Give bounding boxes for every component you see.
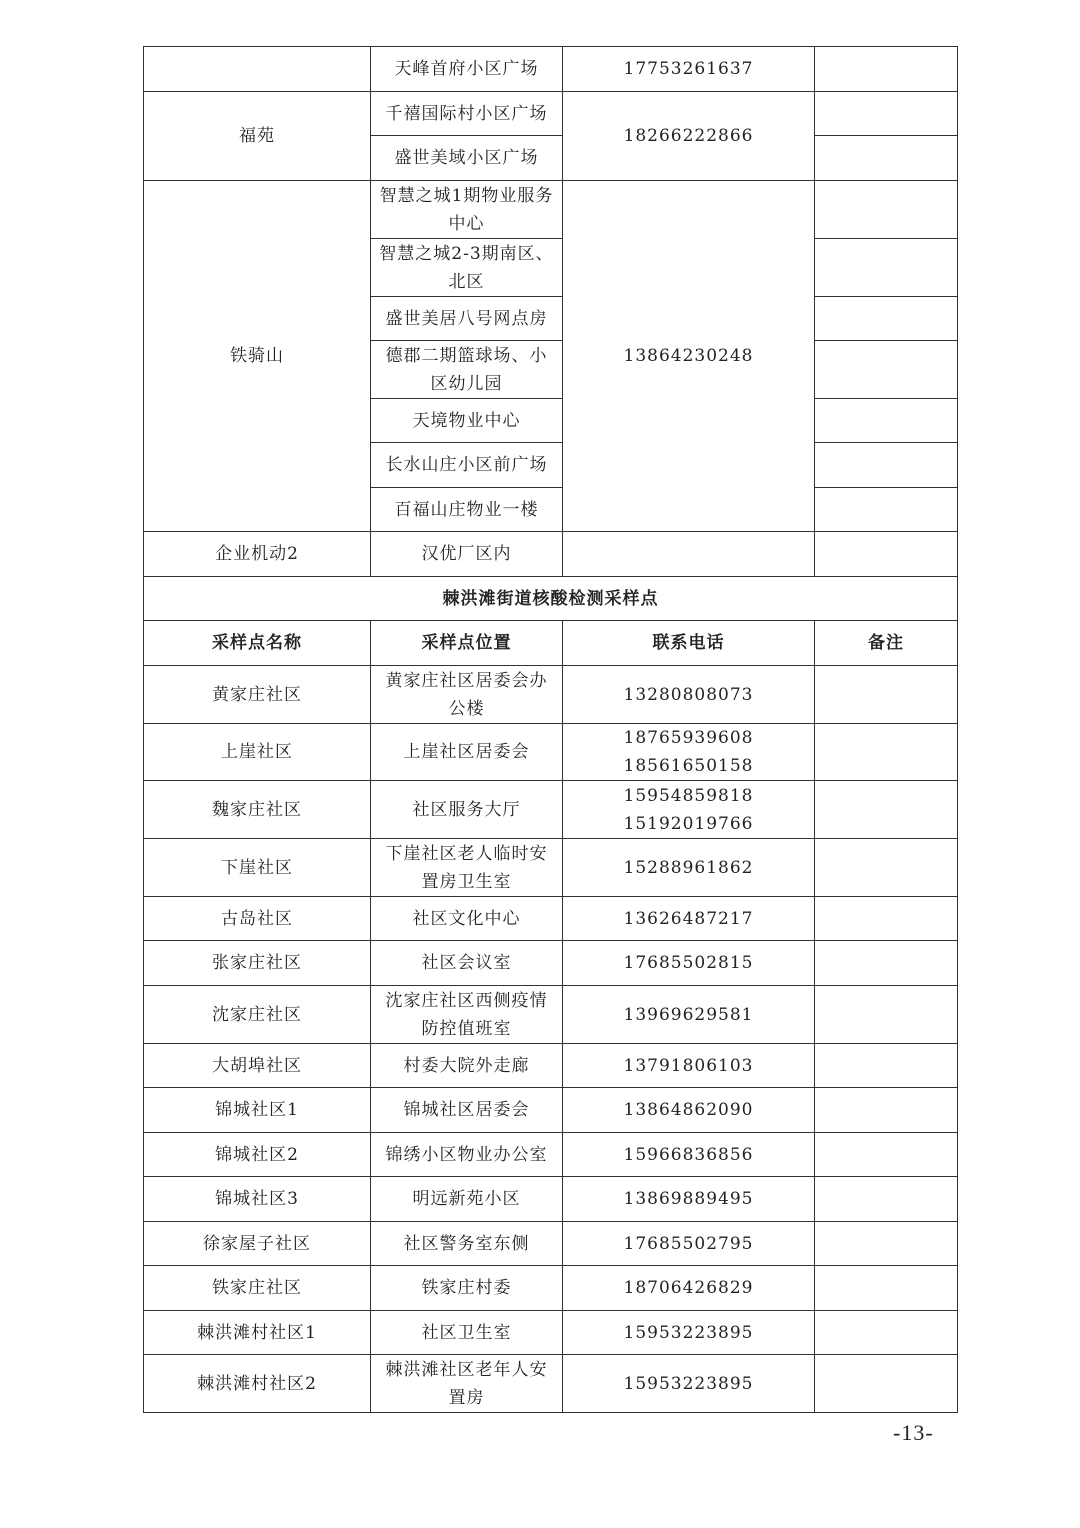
remark-cell: [815, 532, 958, 577]
site-location: 智慧之城2-3期南区、北区: [371, 239, 563, 297]
table-row: [144, 781, 958, 839]
column-header-remark: 备注: [815, 621, 958, 666]
column-header-name: 采样点名称: [144, 621, 371, 666]
remark-cell: [815, 239, 958, 297]
contact-phone: [563, 941, 815, 986]
table-row: [144, 47, 958, 92]
contact-phone: [563, 781, 815, 839]
contact-phone: [563, 1355, 815, 1413]
site-location: 社区警务室东侧: [371, 1222, 563, 1266]
table-row: [144, 1044, 958, 1088]
page-number: -13-: [893, 1420, 934, 1445]
site-location: 上崖社区居委会: [371, 724, 563, 781]
site-name: 棘洪滩村社区2: [144, 1355, 371, 1413]
remark-cell: [815, 297, 958, 341]
remark-cell: [815, 341, 958, 399]
site-location: 社区会议室: [371, 941, 563, 986]
site-name: 大胡埠社区: [144, 1044, 371, 1088]
site-name: 福苑: [144, 92, 371, 181]
site-name: [144, 47, 371, 92]
contact-phone: [563, 1177, 815, 1222]
site-name: 企业机动2: [144, 532, 371, 577]
phone-number: 18561650158: [623, 756, 754, 776]
contact-phone: [563, 839, 815, 897]
phone-number: 15192019766: [623, 813, 754, 834]
phone-number: 17685502795: [623, 1233, 754, 1254]
contact-phone: [563, 1044, 815, 1088]
contact-phone: [563, 1311, 815, 1355]
table-row: [144, 897, 958, 941]
contact-phone: 17753261637: [563, 47, 815, 92]
site-location: 明远新苑小区: [371, 1177, 563, 1222]
site-name: 古岛社区: [144, 897, 371, 941]
site-location: 盛世美域小区广场: [371, 136, 563, 181]
table-row: [144, 986, 958, 1044]
table-header-row: [144, 621, 958, 666]
site-name: 铁家庄社区: [144, 1266, 371, 1311]
site-location: 下崖社区老人临时安置房卫生室: [371, 839, 563, 897]
table-row: [144, 1355, 958, 1413]
phone-number: 15966836856: [623, 1144, 754, 1165]
site-name: 铁骑山: [144, 181, 371, 532]
site-location: 铁家庄村委: [371, 1266, 563, 1311]
contact-phone: [563, 1266, 815, 1311]
site-name: 锦城社区3: [144, 1177, 371, 1222]
table-row: [144, 181, 958, 239]
remark-cell: [815, 488, 958, 532]
remark-cell: [815, 724, 958, 781]
remark-cell: [815, 443, 958, 488]
phone-number: 13626487217: [623, 908, 754, 929]
table-row: [144, 532, 958, 577]
site-name: 黄家庄社区: [144, 666, 371, 724]
sampling-points-table: [143, 46, 958, 1413]
contact-phone: [563, 724, 815, 781]
phone-number: 15954859818: [623, 785, 754, 806]
section-title-row: [144, 577, 958, 621]
table-row: [144, 1222, 958, 1266]
site-name: 棘洪滩村社区1: [144, 1311, 371, 1355]
site-location: 汉优厂区内: [371, 532, 563, 577]
site-location: 锦绣小区物业办公室: [371, 1133, 563, 1177]
site-location: 村委大院外走廊: [371, 1044, 563, 1088]
remark-cell: [815, 1088, 958, 1133]
table-row: [144, 839, 958, 897]
table-row: [144, 724, 958, 781]
site-name: 锦城社区1: [144, 1088, 371, 1133]
phone-number: 18706426829: [623, 1278, 754, 1298]
remark-cell: [815, 1177, 958, 1222]
table-row: [144, 1177, 958, 1222]
site-location: 锦城社区居委会: [371, 1088, 563, 1133]
site-location: 社区卫生室: [371, 1311, 563, 1355]
site-name: 徐家屋子社区: [144, 1222, 371, 1266]
contact-phone: [563, 1088, 815, 1133]
site-location: 沈家庄社区西侧疫情防控值班室: [371, 986, 563, 1044]
remark-cell: [815, 181, 958, 239]
site-name: 沈家庄社区: [144, 986, 371, 1044]
phone-number: 13864862090: [623, 1100, 754, 1120]
remark-cell: [815, 781, 958, 839]
site-location: 社区文化中心: [371, 897, 563, 941]
site-location: 盛世美居八号网点房: [371, 297, 563, 341]
phone-number: 13869889495: [623, 1189, 754, 1209]
remark-cell: [815, 1311, 958, 1355]
remark-cell: [815, 986, 958, 1044]
site-location: 智慧之城1期物业服务中心: [371, 181, 563, 239]
site-location: 千禧国际村小区广场: [371, 92, 563, 136]
site-location: 棘洪滩社区老年人安置房: [371, 1355, 563, 1413]
phone-number: 18765939608: [623, 728, 754, 748]
site-name: 下崖社区: [144, 839, 371, 897]
contact-phone: [563, 666, 815, 724]
remark-cell: [815, 666, 958, 724]
contact-phone: [563, 1133, 815, 1177]
remark-cell: [815, 47, 958, 92]
site-name: 魏家庄社区: [144, 781, 371, 839]
contact-phone: [563, 986, 815, 1044]
contact-phone: [563, 532, 815, 577]
site-location: 百福山庄物业一楼: [371, 488, 563, 532]
contact-phone: 13864230248: [563, 181, 815, 532]
site-location: 天境物业中心: [371, 399, 563, 443]
section-title: 棘洪滩街道核酸检测采样点: [144, 577, 958, 621]
remark-cell: [815, 941, 958, 986]
site-location: 德郡二期篮球场、小区幼儿园: [371, 341, 563, 399]
phone-number: 13791806103: [623, 1055, 754, 1076]
table-row: [144, 666, 958, 724]
site-name: 张家庄社区: [144, 941, 371, 986]
site-name: 锦城社区2: [144, 1133, 371, 1177]
contact-phone: [563, 897, 815, 941]
remark-cell: [815, 1133, 958, 1177]
remark-cell: [815, 399, 958, 443]
contact-phone: [563, 1222, 815, 1266]
table-row: [144, 1088, 958, 1133]
remark-cell: [815, 897, 958, 941]
site-location: 社区服务大厅: [371, 781, 563, 839]
remark-cell: [815, 92, 958, 136]
site-name: 上崖社区: [144, 724, 371, 781]
remark-cell: [815, 1222, 958, 1266]
phone-number: 13969629581: [623, 1004, 754, 1025]
remark-cell: [815, 1266, 958, 1311]
site-location: 黄家庄社区居委会办公楼: [371, 666, 563, 724]
remark-cell: [815, 839, 958, 897]
column-header-location: 采样点位置: [371, 621, 563, 666]
remark-cell: [815, 1355, 958, 1413]
site-location: 天峰首府小区广场: [371, 47, 563, 92]
table-row: [144, 1133, 958, 1177]
contact-phone: 18266222866: [563, 92, 815, 181]
phone-number: 17685502815: [623, 953, 754, 973]
phone-number: 15953223895: [623, 1322, 754, 1343]
remark-cell: [815, 1044, 958, 1088]
table-row: [144, 92, 958, 136]
table-row: [144, 1266, 958, 1311]
phone-number: 15288961862: [623, 857, 754, 878]
phone-number: 15953223895: [623, 1373, 754, 1394]
site-location: 长水山庄小区前广场: [371, 443, 563, 488]
table-row: [144, 941, 958, 986]
table-row: [144, 1311, 958, 1355]
column-header-phone: 联系电话: [563, 621, 815, 666]
phone-number: 13280808073: [623, 684, 754, 705]
remark-cell: [815, 136, 958, 181]
